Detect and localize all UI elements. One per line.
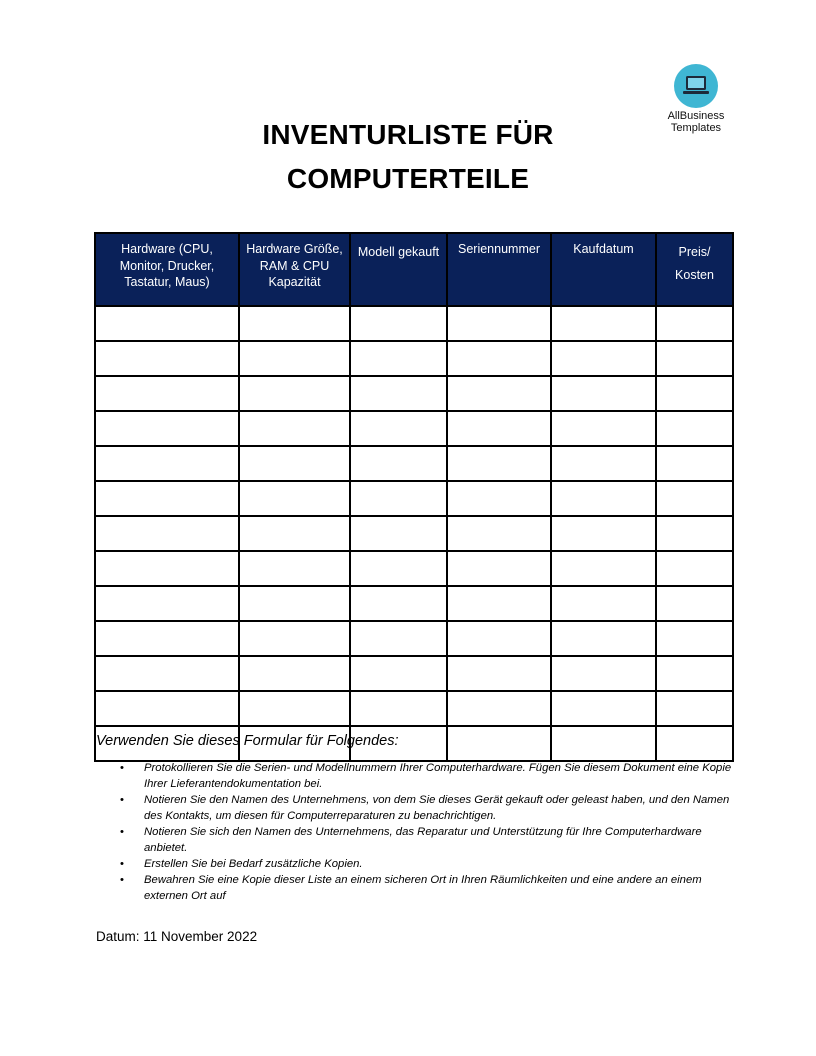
table-cell[interactable] [95, 656, 239, 691]
table-cell[interactable] [656, 516, 733, 551]
table-cell[interactable] [551, 306, 656, 341]
table-cell[interactable] [656, 726, 733, 761]
table-cell[interactable] [447, 306, 551, 341]
table-cell[interactable] [656, 376, 733, 411]
table-cell[interactable] [95, 376, 239, 411]
column-header-serial-number: Seriennummer [447, 233, 551, 306]
page-title [0, 113, 816, 201]
title-line-2: COMPUTERTEILE [286, 163, 530, 194]
table-cell[interactable] [350, 551, 447, 586]
table-cell[interactable] [95, 411, 239, 446]
table-cell[interactable] [350, 341, 447, 376]
table-cell[interactable] [447, 376, 551, 411]
table-cell[interactable] [239, 656, 350, 691]
table-row [95, 551, 733, 586]
table-cell[interactable] [551, 656, 656, 691]
list-item [96, 792, 736, 824]
list-item-text: Bewahren Sie eine Kopie dieser Liste an einem sicheren Ort in Ihren Räumlichkeiten und eine andere an einem externen Ort auf [144, 874, 702, 902]
table-cell[interactable] [551, 621, 656, 656]
table-cell[interactable] [656, 551, 733, 586]
table-row [95, 691, 733, 726]
inventory-table [94, 232, 734, 762]
table-cell[interactable] [239, 516, 350, 551]
list-item-text: Protokollieren Sie die Serien- und Modellnummern Ihrer Computerhardware. Fügen Sie diesem Dokument eine Kopie Ihrer Lieferantendokumentation bei. [144, 762, 732, 790]
list-item [96, 760, 736, 792]
table-cell[interactable] [447, 726, 551, 761]
table-cell[interactable] [551, 726, 656, 761]
table-cell[interactable] [350, 516, 447, 551]
column-header-size-ram-cpu: Hardware Größe, RAM & CPU Kapazität [239, 233, 350, 306]
table-cell[interactable] [239, 621, 350, 656]
logo-line-2: Templates [670, 122, 722, 134]
table-cell[interactable] [350, 446, 447, 481]
table-cell[interactable] [551, 516, 656, 551]
list-item [96, 872, 736, 904]
column-header-model: Modell gekauft [350, 233, 447, 306]
title-line-1: INVENTURLISTE FÜR [262, 119, 554, 150]
table-row [95, 306, 733, 341]
table-row [95, 376, 733, 411]
table-row [95, 481, 733, 516]
instructions-list [96, 760, 736, 904]
column-header-hardware: Hardware (CPU, Monitor, Drucker, Tastatur, Maus) [95, 233, 239, 306]
table-cell[interactable] [551, 691, 656, 726]
instructions-heading: Verwenden Sie dieses Formular für Folgendes: [96, 733, 399, 749]
table-row [95, 446, 733, 481]
table-cell[interactable] [239, 376, 350, 411]
table-cell[interactable] [95, 481, 239, 516]
table-cell[interactable] [95, 516, 239, 551]
table-cell[interactable] [551, 551, 656, 586]
table-cell[interactable] [239, 551, 350, 586]
table-cell[interactable] [239, 586, 350, 621]
bullet-icon: • [120, 794, 124, 806]
table-cell[interactable] [447, 656, 551, 691]
table-cell[interactable] [350, 586, 447, 621]
table-body [95, 306, 733, 761]
table-cell[interactable] [447, 481, 551, 516]
table-cell[interactable] [551, 341, 656, 376]
table-cell[interactable] [551, 446, 656, 481]
logo-line-1: AllBusiness [667, 110, 725, 122]
table-header-row [95, 233, 733, 306]
table-cell[interactable] [447, 411, 551, 446]
table-row [95, 411, 733, 446]
list-item [96, 824, 736, 856]
table-row [95, 586, 733, 621]
table-cell[interactable] [656, 446, 733, 481]
table-cell[interactable] [239, 306, 350, 341]
table-cell[interactable] [350, 306, 447, 341]
table-cell[interactable] [656, 586, 733, 621]
table-cell[interactable] [95, 306, 239, 341]
table-cell[interactable] [447, 551, 551, 586]
column-header-price-cost: Preis/ Kosten [656, 233, 733, 306]
table-cell[interactable] [350, 481, 447, 516]
table-cell[interactable] [239, 341, 350, 376]
list-item-text: Notieren Sie den Namen des Unternehmens, von dem Sie dieses Gerät gekauft oder geleast haben, und den Namen des Kontakts, um diesen für Computerreparaturen zu benachrichtigen. [144, 794, 730, 822]
table-cell[interactable] [95, 341, 239, 376]
laptop-icon [674, 64, 718, 108]
table-cell[interactable] [656, 341, 733, 376]
table-row [95, 621, 733, 656]
table-cell[interactable] [239, 691, 350, 726]
table-cell[interactable] [447, 691, 551, 726]
bullet-icon: • [120, 762, 124, 774]
table-row [95, 341, 733, 376]
table-cell[interactable] [447, 446, 551, 481]
table-cell[interactable] [95, 621, 239, 656]
table-cell[interactable] [447, 516, 551, 551]
table-cell[interactable] [95, 691, 239, 726]
table-cell[interactable] [551, 481, 656, 516]
date-line: Datum: 11 November 2022 [96, 929, 258, 944]
table-cell[interactable] [95, 551, 239, 586]
table-cell[interactable] [656, 306, 733, 341]
column-header-purchase-date: Kaufdatum [551, 233, 656, 306]
table-cell[interactable] [656, 411, 733, 446]
table-cell[interactable] [551, 411, 656, 446]
table-cell[interactable] [95, 586, 239, 621]
table-cell[interactable] [350, 691, 447, 726]
table-cell[interactable] [447, 341, 551, 376]
table-cell[interactable] [95, 446, 239, 481]
table-cell[interactable] [656, 481, 733, 516]
table-cell[interactable] [239, 481, 350, 516]
table-cell[interactable] [551, 376, 656, 411]
table-cell[interactable] [239, 446, 350, 481]
table-cell[interactable] [551, 586, 656, 621]
bullet-icon: • [120, 874, 124, 886]
bullet-icon: • [120, 858, 124, 870]
bullet-icon: • [120, 826, 124, 838]
table-cell[interactable] [350, 411, 447, 446]
table-cell[interactable] [447, 586, 551, 621]
table-cell[interactable] [350, 656, 447, 691]
table-cell[interactable] [350, 376, 447, 411]
list-item-text: Notieren Sie sich den Namen des Unternehmens, das Reparatur und Unterstützung für Ihre Computerhardware anbietet. [144, 826, 702, 854]
table-row [95, 656, 733, 691]
list-item [96, 856, 736, 872]
list-item-text: Erstellen Sie bei Bedarf zusätzliche Kopien. [144, 858, 363, 870]
table-cell[interactable] [656, 621, 733, 656]
table-row [95, 516, 733, 551]
table-cell[interactable] [656, 691, 733, 726]
table-cell[interactable] [447, 621, 551, 656]
table-cell[interactable] [350, 621, 447, 656]
table-cell[interactable] [656, 656, 733, 691]
table-cell[interactable] [239, 411, 350, 446]
